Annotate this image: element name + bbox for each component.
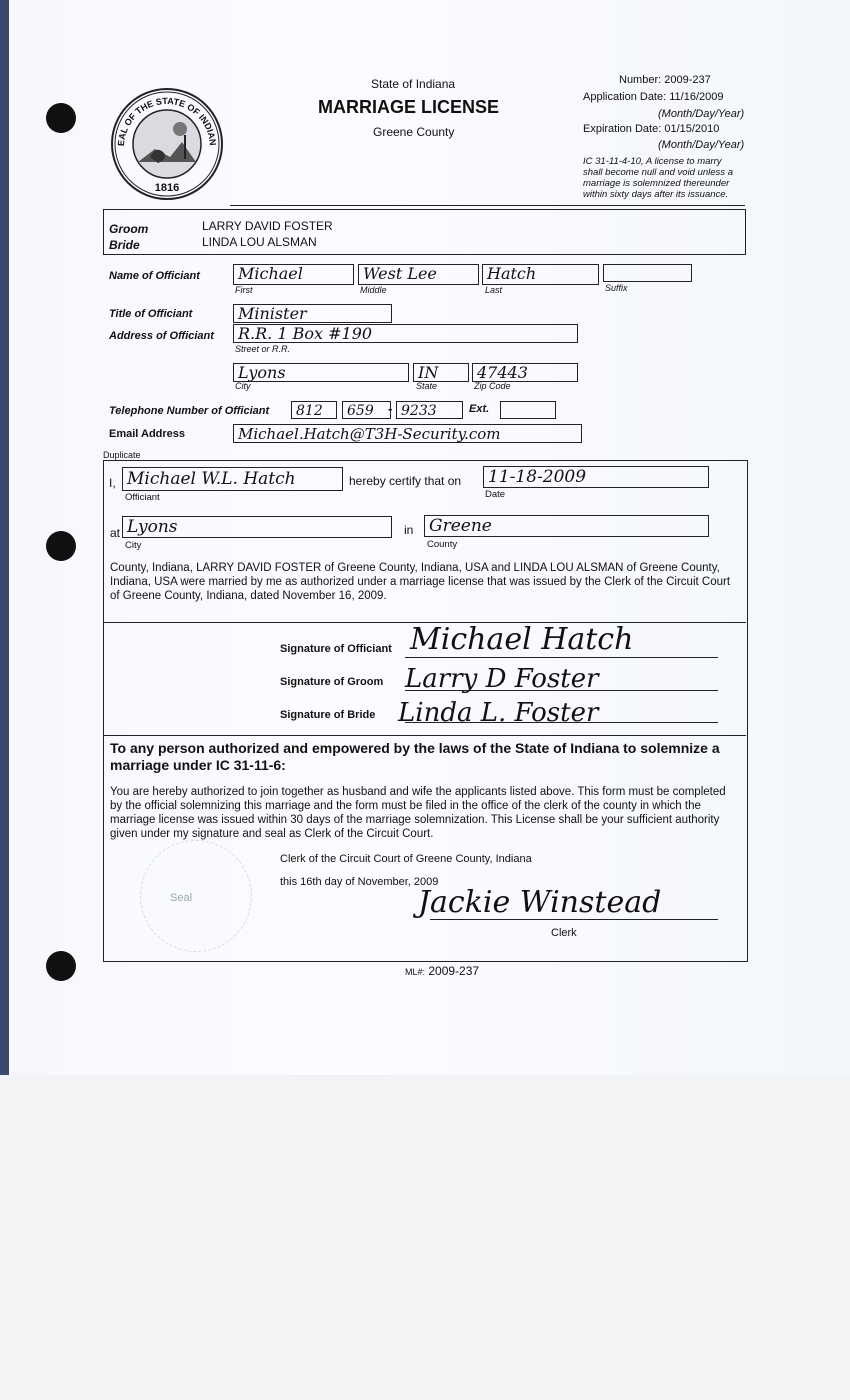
ext-label: Ext. xyxy=(469,403,490,415)
seal-label: Seal xyxy=(170,892,193,904)
sig-bride-label: Signature of Bride xyxy=(280,709,376,721)
at-label: at xyxy=(110,526,121,540)
i-label: I, xyxy=(109,476,116,490)
signature-line xyxy=(405,722,718,723)
bride-signature: Linda L. Foster xyxy=(398,698,599,728)
sig-officiant-label: Signature of Officiant xyxy=(280,643,392,655)
officiant-middle-field[interactable]: West Lee xyxy=(358,264,479,285)
phone-area-field[interactable]: 812 xyxy=(291,401,337,419)
date-format-note: (Month/Day/Year) xyxy=(658,108,745,120)
officiant-street-field[interactable]: R.R. 1 Box #190 xyxy=(233,324,578,343)
section-divider xyxy=(103,735,746,736)
zip-label: Zip Code xyxy=(474,381,511,391)
application-date: Application Date: 11/16/2009 xyxy=(583,91,724,103)
punch-hole xyxy=(46,951,76,981)
in-label: in xyxy=(404,523,414,537)
officiant-last-field[interactable]: Hatch xyxy=(482,264,599,285)
sig-groom-label: Signature of Groom xyxy=(280,676,384,688)
state-name: State of Indiana xyxy=(371,77,456,91)
certify-county-field[interactable]: Greene xyxy=(424,515,709,537)
signature-line xyxy=(405,657,718,658)
officiant-name-label: Name of Officiant xyxy=(109,270,200,282)
ml-number: ML#: 2009-237 xyxy=(405,964,480,978)
parties-box xyxy=(103,209,746,255)
middle-label: Middle xyxy=(360,285,387,295)
seal-year: 1816 xyxy=(154,182,180,194)
officiant-first-field[interactable]: Michael xyxy=(233,264,354,285)
phone-ext-field[interactable] xyxy=(500,401,556,419)
officiant-signature: Michael Hatch xyxy=(410,622,634,657)
punch-hole xyxy=(46,531,76,561)
phone-line-field[interactable]: 9233 xyxy=(396,401,463,419)
officiant-zip-field[interactable]: 47443 xyxy=(472,363,578,382)
officiant-phone-label: Telephone Number of Officiant xyxy=(109,405,270,417)
city-label: City xyxy=(235,381,251,391)
email-label: Email Address xyxy=(109,428,186,440)
authorization-body: You are hereby authorized to join together as husband and wife the applicants listed above. This form must be completed by the official solemnizing this marriage and the form must be filed in the office of the clerk of the county in which the marriage license was issued within 30 days of the marriage solemnization. This License shall be your sufficient authority given under my signature and seal as Clerk of the Circuit Court. xyxy=(110,786,726,840)
issue-day-line: this 16th day of November, 2009 xyxy=(280,876,439,888)
street-label: Street or R.R. xyxy=(235,344,291,354)
phone-prefix-field[interactable]: 659 xyxy=(342,401,391,419)
officiant-sub-label: Officiant xyxy=(125,492,160,503)
groom-label: Groom xyxy=(109,222,149,236)
suffix-label: Suffix xyxy=(605,283,628,293)
duplicate-label: Duplicate xyxy=(103,450,141,460)
ic-note: IC 31-11-4-10, A license to marry shall become null and void unless a marriage is solemnized thereunder within sixty days after its issuance. xyxy=(583,156,733,200)
certify-date-field[interactable]: 11-18-2009 xyxy=(483,466,709,488)
state-seal xyxy=(110,87,224,201)
officiant-title-label: Title of Officiant xyxy=(109,308,193,320)
state-label: State xyxy=(416,381,438,391)
officiant-suffix-field[interactable] xyxy=(603,264,692,282)
expiration-date: Expiration Date: 01/15/2010 xyxy=(583,123,720,135)
seal-text: EAL OF THE STATE OF INDIAN xyxy=(115,95,219,147)
officiant-address-label: Address of Officiant xyxy=(109,330,214,342)
clerk-signature-line xyxy=(430,919,718,920)
license-number: Number: 2009-237 xyxy=(619,74,711,86)
city-sub-label: City xyxy=(125,540,142,551)
officiant-city-field[interactable]: Lyons xyxy=(233,363,409,382)
date-format-note: (Month/Day/Year) xyxy=(658,139,745,151)
officiant-title-field[interactable]: Minister xyxy=(233,304,392,323)
certify-text: hereby certify that on xyxy=(349,474,462,488)
last-label: Last xyxy=(485,285,503,295)
date-sub-label: Date xyxy=(485,489,506,500)
embossed-seal xyxy=(140,840,252,952)
clerk-label: Clerk xyxy=(551,927,577,939)
certify-officiant-field[interactable]: Michael W.L. Hatch xyxy=(122,467,343,491)
header-rule xyxy=(230,205,745,206)
scan-edge xyxy=(0,0,9,1075)
certify-city-field[interactable]: Lyons xyxy=(122,516,392,538)
signature-line xyxy=(405,690,718,691)
clerk-signature: Jackie Winstead xyxy=(418,885,662,920)
phone-dash: - xyxy=(388,401,393,416)
page-title: MARRIAGE LICENSE xyxy=(318,97,500,117)
clerk-court-line: Clerk of the Circuit Court of Greene County, Indiana xyxy=(280,853,532,865)
officiant-state-field[interactable]: IN xyxy=(413,363,469,382)
groom-name: LARRY DAVID FOSTER xyxy=(202,219,333,233)
bride-label: Bride xyxy=(109,238,140,252)
officiant-email-field[interactable]: Michael.Hatch@T3H-Security.com xyxy=(233,424,582,443)
punch-hole xyxy=(46,103,76,133)
marriage-statement: County, Indiana, LARRY DAVID FOSTER of Greene County, Indiana, USA and LINDA LOU ALSMAN of Greene County, Indiana, USA were married by me as authorized under a marriage license that was issued by the Clerk of the Circuit Court of Greene County, Indiana, dated November 16, 2009. xyxy=(110,562,731,602)
county-name: Greene County xyxy=(373,125,455,139)
first-label: First xyxy=(235,285,253,295)
authorization-heading: To any person authorized and empowered by the laws of the State of Indiana to solemnize a marriage under IC 31-11-6: xyxy=(110,740,720,773)
county-sub-label: County xyxy=(427,539,458,550)
groom-signature: Larry D Foster xyxy=(405,664,599,694)
bride-name: LINDA LOU ALSMAN xyxy=(202,235,317,249)
